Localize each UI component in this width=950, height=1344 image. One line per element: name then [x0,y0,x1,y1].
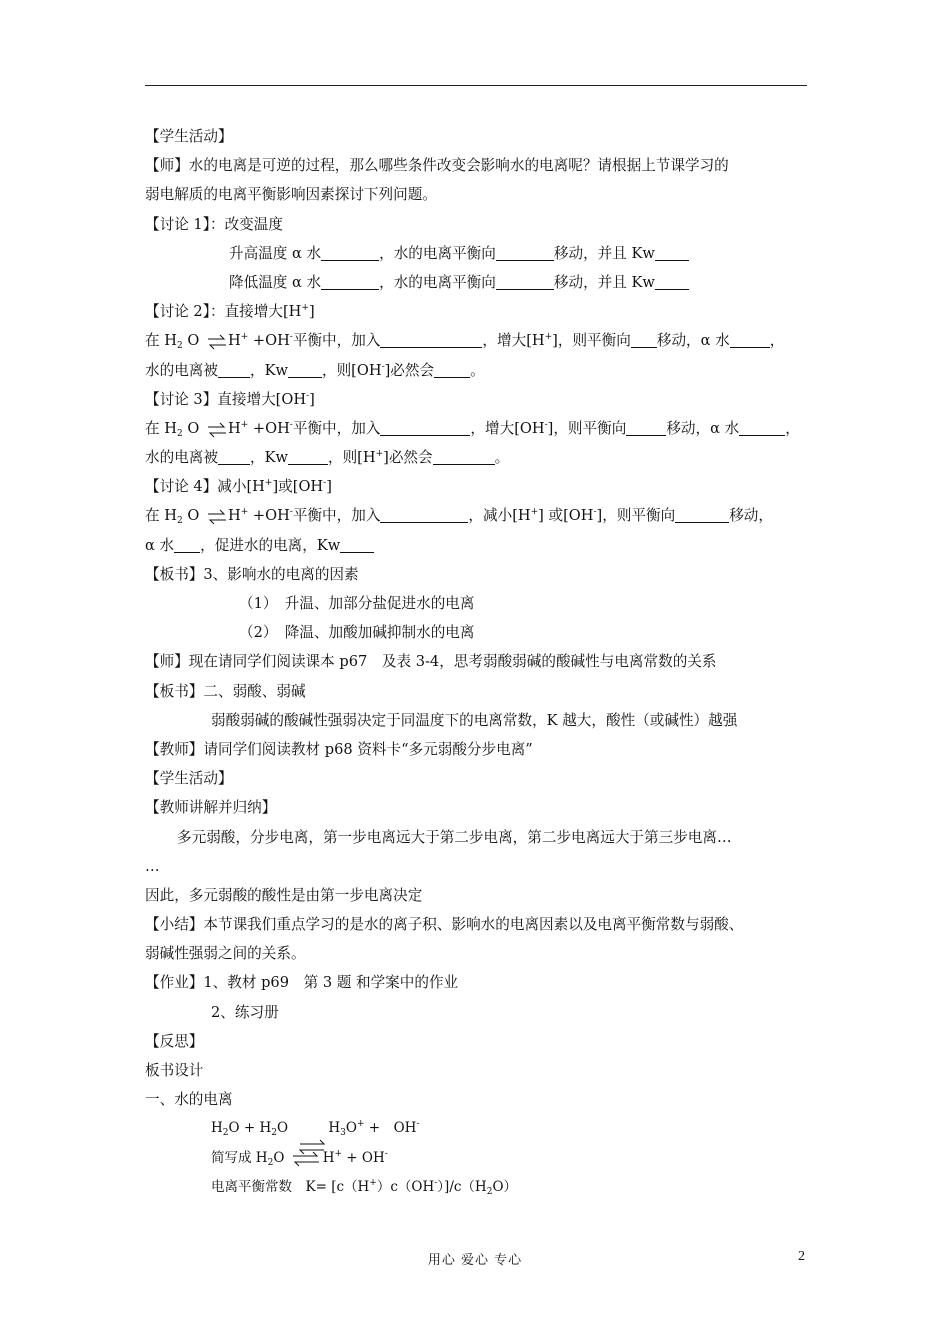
text: 平衡中，加入 [292,419,381,437]
line-factor-1 [145,589,810,618]
text: 【反思】 [145,1032,204,1050]
subscript: 2 [267,1157,274,1168]
subscript: 2 [271,1128,277,1139]
fill-blank[interactable] [496,244,554,261]
line-lower-temp [145,268,810,297]
fill-blank[interactable] [288,361,322,378]
document-body [145,122,810,1202]
text: 简写成 H [211,1149,268,1166]
superscript: - [306,390,310,401]
line-ionization-3 [145,443,810,472]
line-discussion-1 [145,210,810,239]
text: 电离平衡常数 K= [c（H [211,1178,370,1195]
line-teacher-read [145,647,810,676]
superscript: - [381,361,385,372]
text: ，促进水的电离，Kw [200,536,341,554]
text: 【师】水的电离是可逆的过程，那么哪些条件改变会影响水的电离呢？请根据上节课学习的 [145,157,729,175]
text: ]或[OH [272,478,324,496]
text: 【讨论 3】直接增大[OH [145,390,307,408]
text: 【学生活动】 [145,128,233,145]
line-therefore [145,881,810,910]
text: … [145,857,160,875]
text: 【学生活动】 [145,770,233,788]
line-board-weak-acid [145,677,810,706]
line-h2o-equilibrium-3 [145,414,810,443]
fill-blank[interactable] [218,448,250,465]
text: 水的电离被 [145,361,218,379]
fill-blank[interactable] [675,506,729,523]
text: H [227,332,241,350]
text: O [273,1149,285,1166]
text: 【教师】请同学们阅读教材 p68 资料卡“多元弱酸分步电离” [145,740,533,758]
text: 弱电解质的电离平衡影响因素探讨下列问题。 [145,186,437,204]
line-board-factors [145,560,810,589]
text: ] [309,390,315,408]
text: + OH [342,1149,385,1166]
text: ] [308,303,315,321]
line-discussion-4 [145,472,810,501]
text: ，则[OH [321,361,382,379]
text: O [345,1120,357,1137]
text: O [182,507,200,525]
line-summary [145,910,810,939]
text: 【讨论 2】：直接增大[H [145,303,302,321]
line-homework-2 [145,998,810,1027]
superscript: - [289,419,293,430]
line-water-ionization [145,1085,810,1114]
equilibrium-arrow-icon [206,421,226,437]
superscript: + [240,332,249,343]
superscript: + [301,303,309,314]
text: 多元弱酸，分步电离，第一步电离远大于第二步电离，第二步电离远大于第三步电离… [177,828,732,846]
superscript: - [384,1148,388,1159]
line-h2o-equilibrium-2 [145,326,810,355]
text: 弱碱性强弱之间的关系。 [145,945,306,963]
fill-blank[interactable] [631,331,657,348]
line-stepwise [145,823,810,852]
fill-blank[interactable] [321,244,379,261]
superscript: - [544,419,548,430]
text: ，增大[H [482,332,545,350]
text: 在 H [145,507,177,525]
superscript: + [356,1119,365,1130]
text: 水的电离被 [145,449,218,467]
text: ，Kw [249,361,288,379]
text: 板书设计 [145,1062,204,1079]
text: 【作业】1、教材 p69 第 3 题 和学案中的作业 [145,974,459,992]
text: ，Kw [249,449,288,467]
text: （1） 升温、加部分盐促进水的电离 [239,595,475,612]
superscript: - [289,332,293,343]
text: ，增大[OH [470,419,545,437]
fill-blank[interactable] [380,331,482,348]
text: ）c（OH [376,1178,435,1195]
text: ] 或[OH [538,507,594,525]
line-reflection [145,1027,810,1056]
fill-blank[interactable] [174,536,200,553]
superscript: - [593,507,597,518]
fill-blank[interactable] [218,361,250,378]
fill-blank[interactable] [730,331,770,348]
fill-blank[interactable] [655,273,689,290]
superscript: + [369,1177,377,1188]
text: O） [492,1178,518,1195]
formula-autoionization [145,1114,810,1143]
equilibrium-arrow-icon [294,1130,326,1146]
text: 平衡中，加入 [292,507,381,525]
text: O + H [228,1120,272,1137]
equilibrium-arrow-icon [291,1150,321,1166]
formula-constant [145,1173,810,1202]
fill-blank[interactable] [434,361,470,378]
text: 移动，α 水 [656,332,730,350]
fill-blank[interactable] [496,273,554,290]
text: 弱酸弱碱的酸碱性强弱决定于同温度下的电离常数，K 越大，酸性（或碱性）越强 [211,711,738,729]
line-ionization-4 [145,531,810,560]
fill-blank[interactable] [380,419,470,436]
text: ， [769,332,785,350]
line-summary-cont [145,939,810,968]
text: O [277,1120,289,1137]
superscript: + [334,1148,343,1159]
text: +OH [248,332,290,350]
line-teacher-intro [145,151,810,180]
superscript: - [416,1119,420,1130]
text: 移动，并且 Kw [553,244,655,262]
subscript: 2 [176,516,183,527]
line-student-activity-2 [145,764,810,793]
text: O [182,332,200,350]
text: ，减小[H [468,507,531,525]
formula-shorthand [145,1144,810,1173]
line-teacher-intro-cont [145,180,810,209]
line-board-design [145,1056,810,1085]
text: ] [326,478,332,496]
text: 移动，并且 Kw [553,273,655,291]
footer-motto: 用心 爱心 专心 [427,1253,523,1268]
fill-blank[interactable] [655,244,689,261]
line-ionization-2 [145,356,810,385]
superscript: + [375,449,384,460]
text: （2） 降温、加酸加碱抑制水的电离 [239,624,475,642]
fill-blank[interactable] [626,419,666,436]
text: ）]/c（H [437,1178,487,1195]
text: ]，则平衡向 [596,507,676,525]
text: 移动，α 水 [666,419,740,437]
text: ，则[H [327,449,376,467]
text: 在 H [145,419,177,437]
line-ellipsis [145,852,810,881]
text: + OH [364,1120,417,1137]
superscript: - [323,478,327,489]
text: H [211,1120,223,1137]
text: O [182,419,200,437]
line-raise-temp [145,239,810,268]
line-factor-2 [145,618,810,647]
line-teacher-summary [145,793,810,822]
superscript: - [434,1177,438,1188]
text: 【讨论 1】：改变温度 [145,215,283,233]
fill-blank[interactable] [380,506,468,523]
text: 因此，多元弱酸的酸性是由第一步电离决定 [145,886,423,904]
text: ，水的电离平衡向 [379,273,496,291]
text: ]，则平衡向 [552,332,631,350]
text: 【板书】3、影响水的电离的因素 [145,565,359,583]
equilibrium-arrow-icon [206,333,226,349]
text: 升高温度 α 水 [229,244,322,262]
text: ]必然会 [383,449,433,467]
subscript: 2 [176,341,183,352]
text: ]，则平衡向 [547,419,627,437]
line-h2o-equilibrium-4 [145,501,810,530]
text: 。 [470,361,485,379]
line-discussion-2 [145,297,810,326]
line-teacher-read-2 [145,735,810,764]
text: 一、水的电离 [145,1091,233,1109]
line-discussion-3 [145,385,810,414]
text: ， [785,419,800,437]
fill-blank[interactable] [288,448,328,465]
text: +OH [248,419,290,437]
superscript: - [289,507,293,518]
superscript: + [240,419,249,430]
text: α 水 [145,536,175,554]
text: 【师】现在请同学们阅读课本 p67 及表 3-4，思考弱酸弱碱的酸碱性与电离常数的关系 [145,653,717,671]
superscript: + [264,478,273,489]
text: 在 H [145,332,177,350]
superscript: + [240,507,249,518]
fill-blank[interactable] [739,419,785,436]
text: 【教师讲解并归纳】 [145,799,277,817]
subscript: 2 [486,1186,493,1197]
page-number: 2 [798,1249,805,1264]
text: 降低温度 α 水 [229,273,322,291]
text: +OH [248,507,290,525]
text: 2、练习册 [211,1003,279,1021]
subscript: 2 [222,1128,229,1139]
text: H [322,1149,335,1166]
text: 。 [494,449,510,467]
text: 【讨论 4】减小[H [145,478,265,496]
text: H [227,419,241,437]
text: 平衡中，加入 [292,332,381,350]
subscript: 3 [340,1128,346,1139]
text: H [227,507,241,525]
line-homework-1 [145,968,810,997]
text: ，水的电离平衡向 [379,244,496,262]
superscript: + [544,332,553,343]
line-weak-acid-rule [145,706,810,735]
superscript: + [530,507,539,518]
line-student-activity-1 [145,122,810,151]
fill-blank[interactable] [321,273,379,290]
equilibrium-arrow-icon [206,508,226,524]
fill-blank[interactable] [340,536,374,553]
text: 【小结】本节课我们重点学习的是水的离子积、影响水的电离因素以及电离平衡常数与弱酸、 [145,916,744,934]
text: 【板书】二、弱酸、弱碱 [145,682,306,700]
text: ]必然会 [384,361,435,379]
fill-blank[interactable] [433,448,495,465]
header-rule [145,85,807,86]
text: H [328,1120,341,1137]
text: 移动， [729,507,773,525]
subscript: 2 [176,428,183,439]
